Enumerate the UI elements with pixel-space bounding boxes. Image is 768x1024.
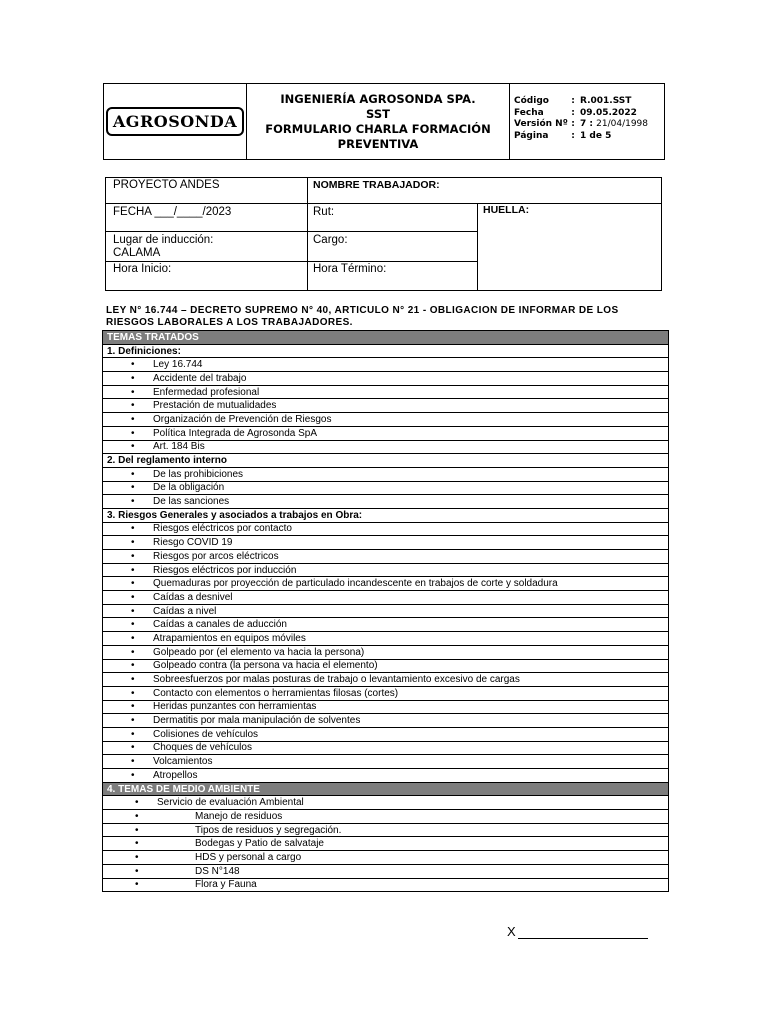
- topic-label: De la obligación: [153, 482, 225, 494]
- code-value: 7 : 21/04/1998: [580, 119, 649, 129]
- bullet-icon: •: [135, 851, 139, 863]
- bullet-icon: •: [131, 359, 135, 371]
- env-label: Flora y Fauna: [195, 879, 257, 891]
- end-time-field[interactable]: Hora Término:: [313, 263, 387, 275]
- env-label: Bodegas y Patio de salvataje: [195, 838, 324, 850]
- topic-item: [103, 673, 669, 687]
- topic-item: [103, 686, 669, 700]
- code-row: [514, 96, 664, 108]
- bullet-icon: •: [131, 646, 135, 658]
- code-row: [514, 119, 664, 131]
- topic-label: Accidente del trabajo: [153, 372, 247, 384]
- env-item: [103, 796, 669, 810]
- topic-label: Riesgo COVID 19: [153, 537, 233, 549]
- title-line-1: INGENIERÍA AGROSONDA SPA.: [280, 91, 476, 106]
- topic-item: [103, 385, 669, 399]
- bullet-icon: •: [131, 523, 135, 535]
- title-line-3: FORMULARIO CHARLA FORMACIÓN: [265, 121, 491, 136]
- bullet-icon: •: [131, 632, 135, 644]
- bullet-icon: •: [135, 824, 139, 836]
- code-value: 09.05.2022: [580, 107, 637, 118]
- env-item: [103, 878, 669, 892]
- bullet-icon: •: [131, 715, 135, 727]
- worker-info-grid: [105, 177, 662, 291]
- env-label: DS N°148: [195, 865, 240, 877]
- bullet-icon: •: [131, 591, 135, 603]
- bullet-icon: •: [131, 769, 135, 781]
- topic-item: [103, 618, 669, 632]
- document-codes: [510, 84, 664, 159]
- section-header: [103, 454, 669, 468]
- topic-item: [103, 372, 669, 386]
- band-title: TEMAS TRATADOS: [107, 331, 199, 343]
- bullet-icon: •: [135, 865, 139, 877]
- code-key: Versión Nº: [514, 119, 568, 129]
- bullet-icon: •: [131, 386, 135, 398]
- topic-label: Ley 16.744: [153, 359, 203, 371]
- topic-item: [103, 563, 669, 577]
- title-line-4: PREVENTIVA: [337, 136, 419, 151]
- topic-label: Golpeado contra (la persona va hacia el elemento): [153, 660, 378, 672]
- topic-label: Caídas a desnivel: [153, 591, 233, 603]
- fingerprint-field[interactable]: HUELLA:: [483, 204, 530, 216]
- worker-name-field[interactable]: NOMBRE TRABAJADOR:: [313, 179, 440, 191]
- company-logo: AGROSONDA: [106, 107, 244, 136]
- bullet-icon: •: [135, 810, 139, 822]
- bullet-icon: •: [131, 756, 135, 768]
- code-separator: :: [571, 107, 575, 118]
- bullet-icon: •: [131, 482, 135, 494]
- topic-label: Política Integrada de Agrosonda SpA: [153, 427, 318, 439]
- signature-underline: [518, 925, 648, 939]
- form-title: [247, 84, 510, 159]
- bullet-icon: •: [131, 496, 135, 508]
- topic-label: Atrapamientos en equipos móviles: [153, 632, 306, 644]
- topic-item: [103, 522, 669, 536]
- bullet-icon: •: [135, 797, 139, 809]
- topic-label: Riesgos por arcos eléctricos: [153, 550, 279, 562]
- bullet-icon: •: [131, 372, 135, 384]
- env-title: 4. TEMAS DE MEDIO AMBIENTE: [107, 783, 260, 795]
- env-item: [103, 810, 669, 824]
- code-value: R.001.SST: [580, 96, 632, 106]
- section-header: [103, 344, 669, 358]
- topics-band-header: [103, 331, 669, 345]
- bullet-icon: •: [131, 537, 135, 549]
- bullet-icon: •: [131, 619, 135, 631]
- code-key: Página: [514, 130, 549, 141]
- bullet-icon: •: [131, 701, 135, 713]
- env-item: [103, 823, 669, 837]
- topic-item: [103, 714, 669, 728]
- induction-place-value[interactable]: CALAMA: [113, 247, 161, 259]
- topic-item: [103, 467, 669, 481]
- topic-item: [103, 659, 669, 673]
- date-field[interactable]: FECHA ___/____/2023: [113, 206, 232, 218]
- env-item: [103, 864, 669, 878]
- code-separator: :: [571, 119, 575, 129]
- topic-label: De las prohibiciones: [153, 468, 244, 480]
- bullet-icon: •: [131, 728, 135, 740]
- form-header: [103, 83, 665, 160]
- code-separator: :: [571, 96, 575, 106]
- bullet-icon: •: [131, 550, 135, 562]
- bullet-icon: •: [135, 838, 139, 850]
- topic-label: Golpeado por (el elemento va hacia la persona): [153, 646, 365, 658]
- topic-item: [103, 741, 669, 755]
- topic-item: [103, 413, 669, 427]
- project-field[interactable]: PROYECTO ANDES: [113, 179, 220, 191]
- topic-label: Riesgos eléctricos por inducción: [153, 564, 297, 576]
- code-row: [514, 108, 664, 120]
- signature-line[interactable]: [507, 924, 648, 939]
- topic-label: Organización de Prevención de Riesgos: [153, 413, 332, 425]
- topic-item: [103, 495, 669, 509]
- env-label: Servicio de evaluación Ambiental: [157, 797, 304, 809]
- topic-item: [103, 426, 669, 440]
- rut-field[interactable]: Rut:: [313, 206, 335, 218]
- bullet-icon: •: [131, 742, 135, 754]
- environment-band-header: [103, 782, 669, 796]
- topic-label: Riesgos eléctricos por contacto: [153, 523, 292, 535]
- topic-item: [103, 727, 669, 741]
- topic-item: [103, 358, 669, 372]
- topic-label: Caídas a nivel: [153, 605, 217, 617]
- bullet-icon: •: [131, 605, 135, 617]
- law-title: LEY N° 16.744 – DECRETO SUPREMO N° 40, ARTICULO N° 21 - OBLIGACION DE INFORMAR DE LOS RIESGOS LABORALES A LOS TRABAJADORES.: [106, 305, 619, 328]
- topic-label: Dermatitis por mala manipulación de solventes: [153, 715, 361, 727]
- code-key: Código: [514, 96, 549, 106]
- start-time-field[interactable]: Hora Inicio:: [113, 263, 172, 275]
- bullet-icon: •: [131, 578, 135, 590]
- bullet-icon: •: [135, 879, 139, 891]
- section-header: [103, 508, 669, 522]
- bullet-icon: •: [131, 413, 135, 425]
- env-label: Manejo de residuos: [195, 810, 283, 822]
- topic-item: [103, 645, 669, 659]
- topic-item: [103, 399, 669, 413]
- code-separator: :: [571, 130, 575, 141]
- env-label: HDS y personal a cargo: [195, 851, 302, 863]
- env-item: [103, 837, 669, 851]
- topic-item: [103, 577, 669, 591]
- topic-label: Contacto con elementos o herramientas filosas (cortes): [153, 687, 399, 699]
- code-extra: 21/04/1998: [596, 119, 649, 129]
- topic-label: Choques de vehículos: [153, 742, 252, 754]
- topics-table: [102, 330, 669, 892]
- topic-label: De las sanciones: [153, 496, 230, 508]
- bullet-icon: •: [131, 441, 135, 453]
- env-label: Tipos de residuos y segregación.: [195, 824, 342, 836]
- bullet-icon: •: [131, 660, 135, 672]
- induction-place-label: Lugar de inducción:: [113, 234, 214, 246]
- topic-item: [103, 591, 669, 605]
- code-row: [514, 131, 664, 143]
- topic-label: Prestación de mutualidades: [153, 400, 277, 412]
- code-key: Fecha: [514, 107, 544, 118]
- section-title: 2. Del reglamento interno: [107, 455, 228, 467]
- topic-item: [103, 769, 669, 783]
- bullet-icon: •: [131, 674, 135, 686]
- section-title: 1. Definiciones:: [107, 345, 181, 357]
- topic-label: Caídas a canales de aducción: [153, 619, 287, 631]
- section-title: 3. Riesgos Generales y asociados a trabajos en Obra:: [107, 509, 363, 521]
- topic-item: [103, 440, 669, 454]
- topic-item: [103, 604, 669, 618]
- topic-label: Heridas punzantes con herramientas: [153, 701, 317, 713]
- code-value: 1 de 5: [580, 130, 612, 141]
- topic-label: Art. 184 Bis: [153, 441, 205, 453]
- bullet-icon: •: [131, 687, 135, 699]
- topic-label: Quemaduras por proyección de particulado incandescente en trabajos de corte y soldadura: [153, 578, 558, 590]
- env-item: [103, 851, 669, 865]
- topic-label: Sobreesfuerzos por malas posturas de trabajo o levantamiento excesivo de cargas: [153, 674, 520, 686]
- position-field[interactable]: Cargo:: [313, 234, 348, 246]
- topic-label: Atropellos: [153, 769, 198, 781]
- topic-item: [103, 481, 669, 495]
- bullet-icon: •: [131, 427, 135, 439]
- topic-label: Enfermedad profesional: [153, 386, 260, 398]
- topic-item: [103, 755, 669, 769]
- bullet-icon: •: [131, 400, 135, 412]
- logo-cell: [104, 84, 247, 159]
- topic-item: [103, 536, 669, 550]
- topic-item: [103, 700, 669, 714]
- topic-item: [103, 550, 669, 564]
- title-line-2: SST: [366, 106, 390, 121]
- topic-label: Colisiones de vehículos: [153, 728, 259, 740]
- topic-label: Volcamientos: [153, 756, 213, 768]
- topic-item: [103, 632, 669, 646]
- bullet-icon: •: [131, 564, 135, 576]
- signature-mark: X: [507, 924, 516, 939]
- bullet-icon: •: [131, 468, 135, 480]
